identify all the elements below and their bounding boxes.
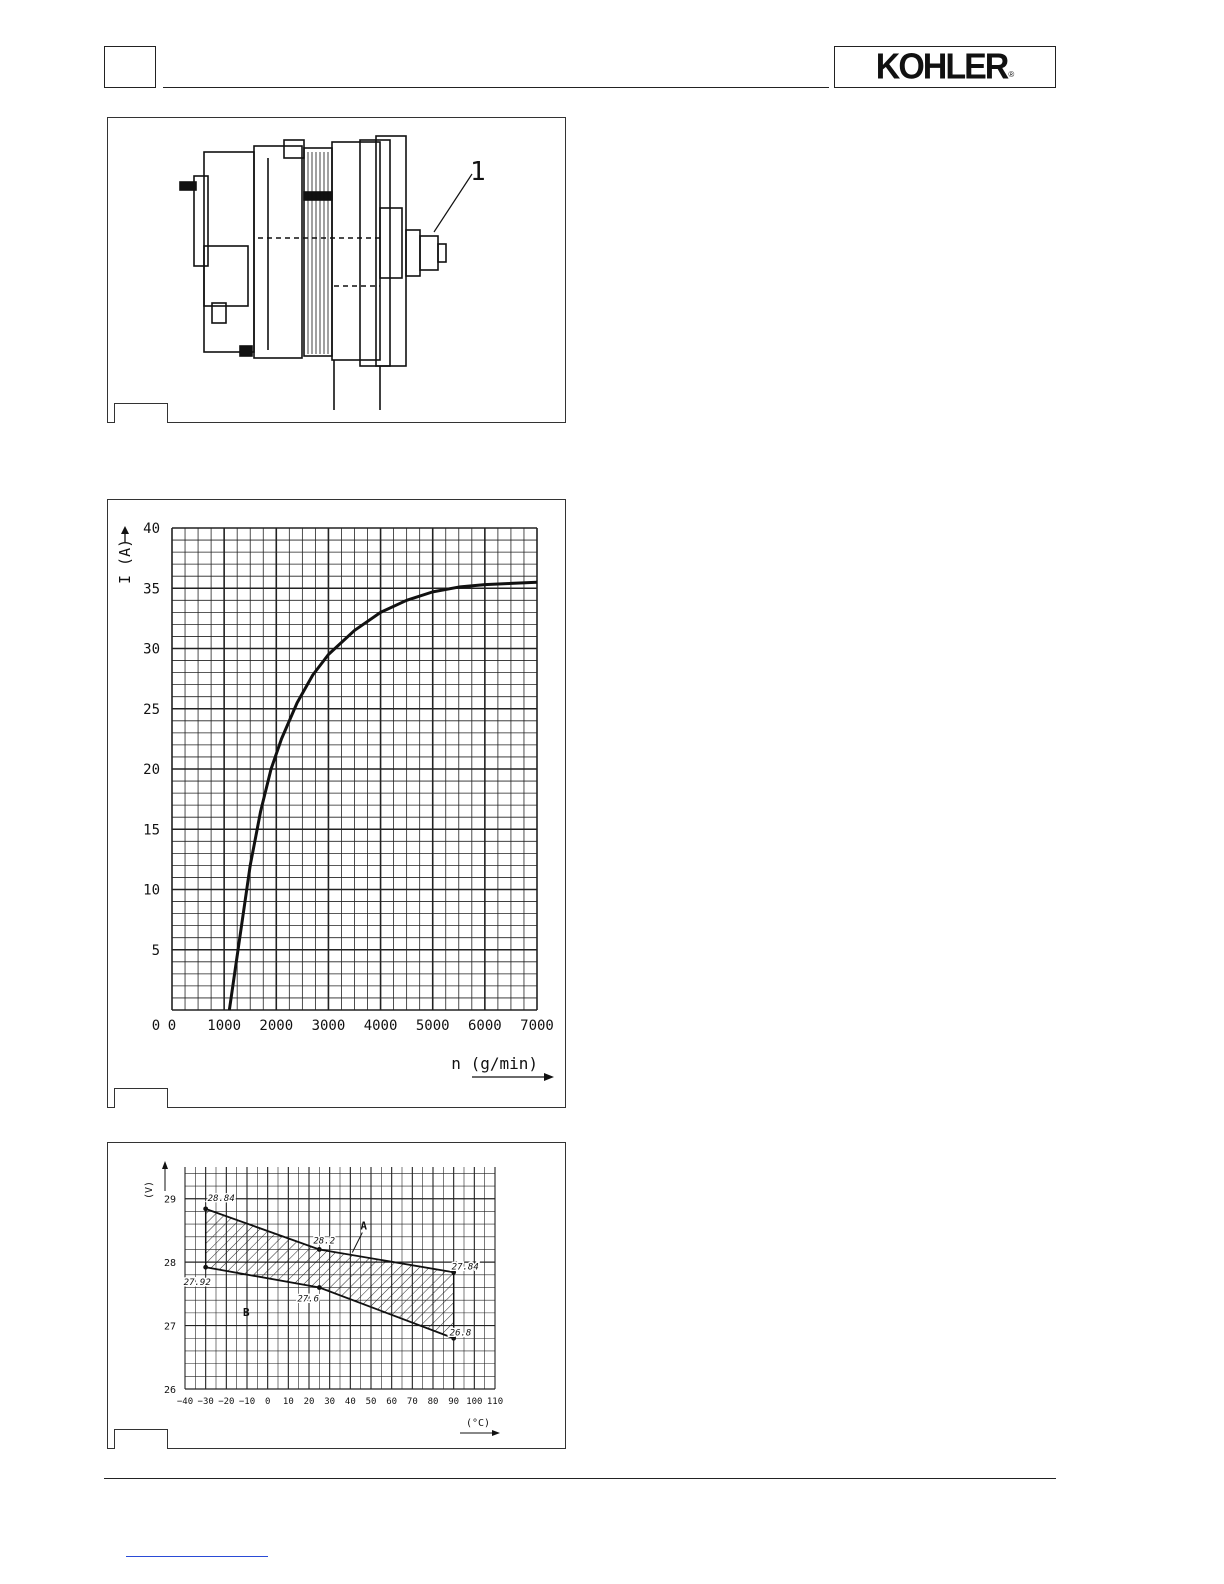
y-tick-label: 27 [163,1321,176,1333]
x-tick-label: 50 [365,1397,377,1407]
x-tick-label: 20 [303,1397,315,1407]
figure-number-tab-2 [114,1088,168,1108]
x-tick-label: 0 [167,1018,177,1034]
x-tick-label: 90 [448,1397,460,1407]
data-label: 27.92 [183,1278,211,1289]
series-b-label: B [243,1305,250,1319]
data-point [317,1247,322,1252]
brand-registered-mark: ® [1008,70,1015,79]
y-tick-label: 28 [163,1258,176,1270]
x-tick-label: 110 [486,1397,504,1407]
x-tick-label: 2000 [259,1018,294,1034]
data-label: 28.2 [313,1236,336,1247]
y-tick-label: 30 [143,641,160,658]
y-axis-arrowhead [121,526,129,534]
data-label: 27.84 [451,1262,479,1273]
data-label: 27.6 [297,1294,320,1305]
y-axis-arrowhead [162,1161,168,1169]
y-tick-label: 15 [143,822,160,839]
x-tick-label: 40 [344,1397,356,1407]
x-tick-label: 70 [406,1397,418,1407]
figure-alternator [107,117,566,423]
y-tick-label: 29 [163,1194,176,1206]
x-tick-label: 3000 [311,1018,346,1034]
footer-link-underline[interactable] [126,1556,268,1557]
x-tick-label: 100 [466,1397,483,1407]
y-tick-label: 25 [143,701,160,718]
x-tick-label: −40 [176,1397,194,1407]
y-tick-label: 40 [143,521,160,537]
y-tick-label: 26 [163,1385,176,1396]
data-point [317,1285,322,1290]
data-point [203,1265,208,1270]
y-axis-label: I (A) [116,538,134,584]
x-tick-label: 5000 [415,1018,450,1034]
current-speed-chart [108,500,565,1107]
y-axis-label: (V) [144,1180,155,1199]
brand-name: KOHLER [875,46,1008,87]
x-axis-arrowhead [544,1073,554,1081]
y-tick-label: 35 [143,581,160,598]
x-axis-label: n (g/min) [451,1054,538,1073]
x-tick-label: 10 [282,1397,294,1407]
x-tick-label: −20 [218,1397,235,1407]
series-a-label: A [360,1219,367,1233]
y-tick-label: 5 [151,942,160,959]
alternator-drawing [108,118,565,422]
x-tick-label: 80 [427,1397,439,1407]
kohler-logo [834,46,1056,88]
y-tick-label: 10 [143,882,160,899]
figure-voltage-chart [107,1142,566,1449]
x-tick-label: −30 [197,1397,214,1407]
x-tick-label: −10 [238,1397,256,1407]
x-axis-arrowhead [492,1430,500,1436]
x-axis-label: (°C) [465,1418,491,1429]
x-tick-label: 1000 [207,1018,242,1034]
data-label: 26.8 [449,1328,472,1339]
x-tick-label: 60 [386,1397,398,1407]
figure-number-tab-3 [114,1429,168,1449]
x-tick-label: 4000 [363,1018,398,1034]
x-tick-label: 0 [151,1018,161,1034]
figure-current-chart [107,499,566,1108]
x-tick-label: 6000 [467,1018,502,1034]
callout-leader-1 [434,174,472,232]
data-point [203,1206,208,1211]
x-tick-label: 0 [264,1397,271,1407]
y-tick-label: 20 [143,762,160,778]
footer-rule [104,1478,1056,1479]
callout-label-1: 1 [470,157,486,187]
figure-number-tab-1 [114,403,168,423]
x-tick-label: 7000 [520,1018,554,1034]
header-rule [163,87,829,88]
voltage-temperature-chart [108,1143,565,1448]
x-tick-label: 30 [324,1397,336,1407]
data-label: 28.84 [207,1193,235,1204]
page-number-box [104,46,156,88]
